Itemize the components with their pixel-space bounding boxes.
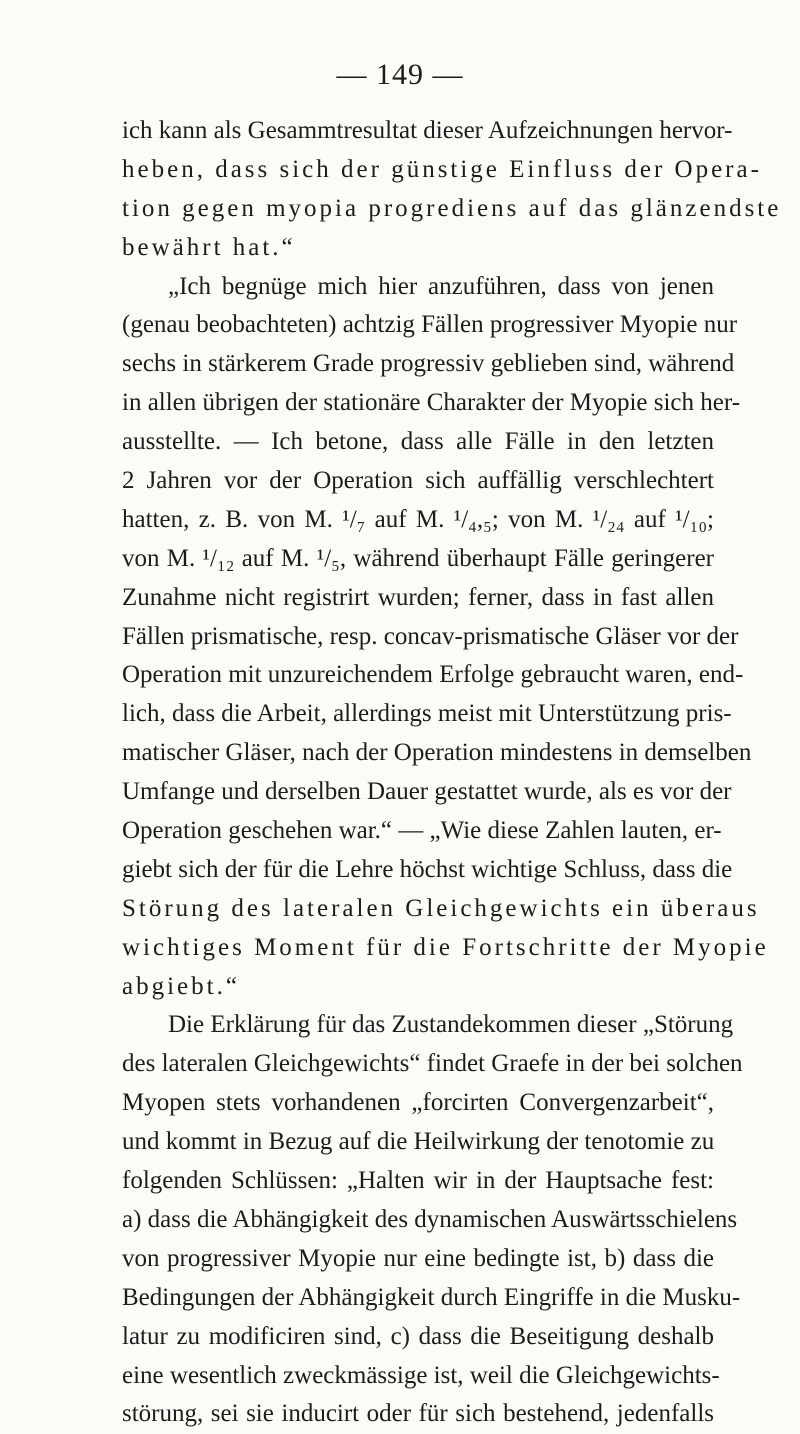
text-line: Zunahme nicht registrirt wurden; ferner, dass in fast allen — [122, 583, 714, 611]
text-line: des lateralen Gleichgewichts“ findet Graefe in der bei solchen — [122, 1050, 743, 1078]
page-number: — 149 — — [336, 58, 464, 91]
text-line: giebt sich der für die Lehre höchst wichtige Schluss, dass die — [122, 855, 733, 883]
body-text — [122, 112, 782, 1434]
text-line: von progressiver Myopie nur eine bedingte ist, b) dass die — [122, 1244, 714, 1272]
text-line: a) dass die Abhängigkeit des dynamischen Auswärtsschielens — [122, 1205, 738, 1233]
text-line: Operation geschehen war.“ — „Wie diese Zahlen lauten, er- — [122, 817, 722, 845]
text-line: abgiebt.“ — [122, 972, 240, 1000]
text-line: in allen übrigen der stationäre Charakter der Myopie sich her- — [122, 389, 741, 417]
text-line: 2 Jahren vor der Operation sich auffällig verschlechtert — [122, 467, 714, 495]
text-line: störung, sei sie inducirt oder für sich bestehend, jedenfalls — [122, 1400, 714, 1428]
text-line: heben, dass sich der günstige Einfluss der Opera- — [122, 155, 762, 183]
text-line: Umfange und derselben Dauer gestattet wurde, als es vor der — [122, 778, 732, 806]
text-line: sechs in stärkerem Grade progressiv geblieben sind, während — [122, 350, 735, 378]
text-line: Die Erklärung für das Zustandekommen dieser „Störung — [168, 1011, 734, 1039]
text-line: matischer Gläser, nach der Operation mindestens in demselben — [122, 739, 752, 767]
text-line: hatten, z. B. von M. ¹/₇ auf M. ¹/₄,₅; von M. ¹/₂₄ auf ¹/₁₀; — [122, 505, 714, 533]
text-line: bewährt hat.“ — [122, 233, 296, 261]
text-line: Fällen prismatische, resp. concav-prismatische Gläser vor der — [122, 622, 739, 650]
text-line: Myopen stets vorhandenen „forcirten Convergenzarbeit“, — [122, 1089, 714, 1117]
text-line: Bedingungen der Abhängigkeit durch Eingriffe in die Musku- — [122, 1283, 741, 1311]
text-line: Operation mit unzureichendem Erfolge gebraucht waren, end- — [122, 661, 744, 689]
text-line: von M. ¹/₁₂ auf M. ¹/₅, während überhaupt Fälle geringerer — [122, 544, 714, 572]
text-line: (genau beobachteten) achtzig Fällen progressiver Myopie nur — [122, 311, 738, 339]
text-line: „Ich begnüge mich hier anzuführen, dass von jenen — [168, 272, 714, 300]
text-line: ich kann als Gesammtresultat dieser Aufzeichnungen hervor- — [122, 117, 733, 144]
text-line: tion gegen myopia progrediens auf das glänzendste — [122, 194, 782, 222]
text-line: ausstellte. — Ich betone, dass alle Fälle in den letzten — [122, 428, 714, 456]
text-line: folgenden Schlüssen: „Halten wir in der Hauptsache fest: — [122, 1167, 714, 1195]
text-line: eine wesentlich zweckmässige ist, weil die Gleichgewichts- — [122, 1361, 720, 1389]
text-line: wichtiges Moment für die Fortschritte der Myopie — [122, 933, 769, 961]
text-line: latur zu modificiren sind, c) dass die Beseitigung deshalb — [122, 1322, 714, 1350]
text-line: und kommt in Bezug auf die Heilwirkung der tenotomie zu — [122, 1128, 715, 1156]
text-line: lich, dass die Arbeit, allerdings meist mit Unterstützung pris- — [122, 700, 732, 728]
text-line: Störung des lateralen Gleichgewichts ein überaus — [122, 894, 760, 922]
